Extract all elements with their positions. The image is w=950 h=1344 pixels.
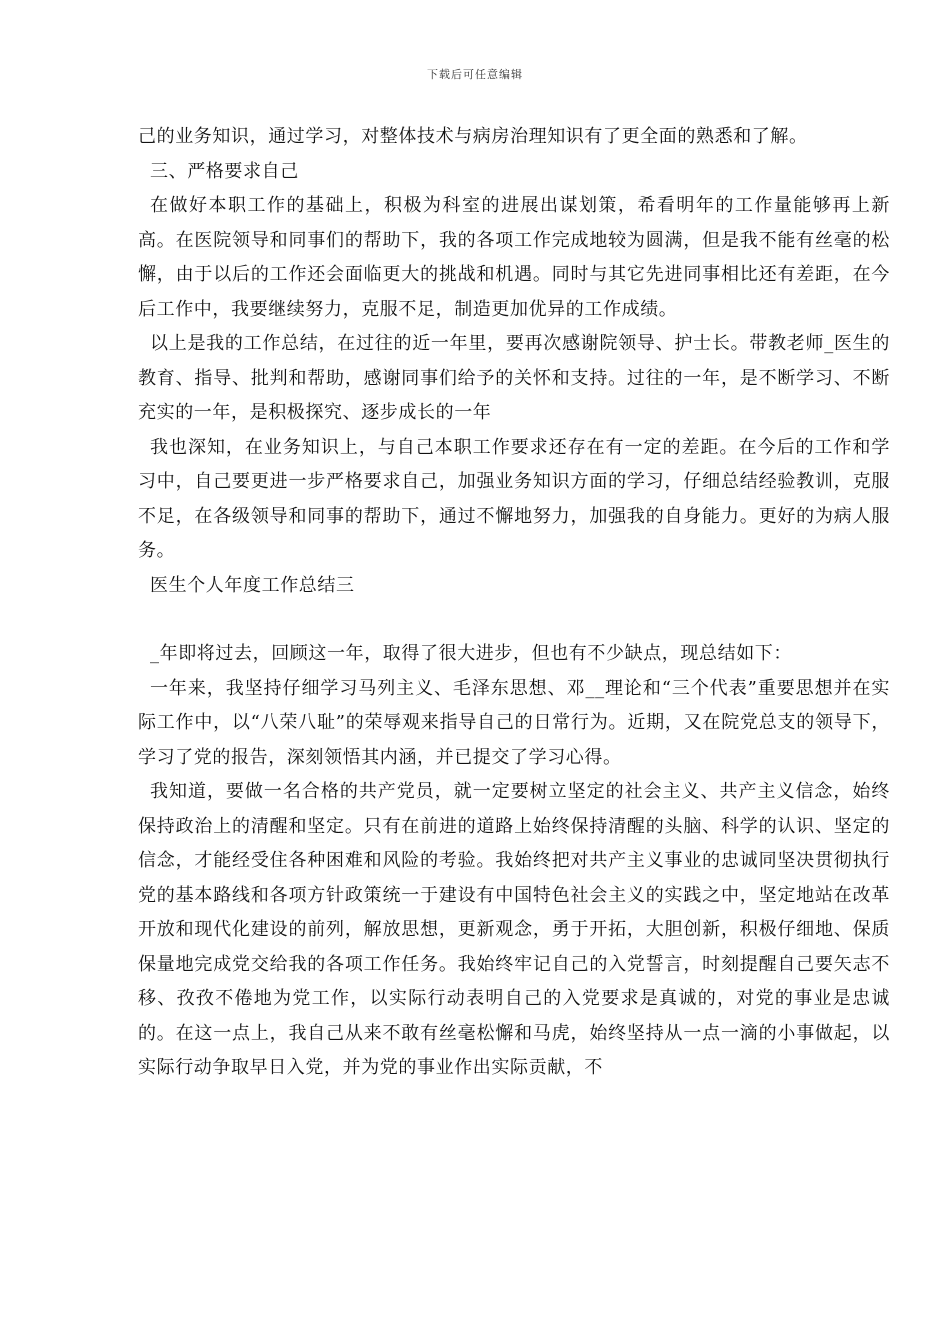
paragraph-party-member: 我知道，要做一名合格的共产党员，就一定要树立坚定的社会主义、共产主义信念，始终保持政治上的清醒和坚定。只有在前进的道路上始终保持清醒的头脑、科学的认识、坚定的信念，才能经受住各种困难和风险的考验。我始终把对共产主义事业的忠诚同坚决贯彻执行党的基本路线和各项方针政策统一于建设有中国特色社会主义的实践之中，坚定地站在改革开放和现代化建设的前列，解放思想，更新观念，勇于开拓，大胆创新，积极仔细地、保质保量地完成党交给我的各项工作任务。我始终牢记自己的入党誓言，时刻提醒自己要矢志不移、孜孜不倦地为党工作，以实际行动表明自己的入党要求是真诚的，对党的事业是忠诚的。在这一点上，我自己从来不敢有丝毫松懈和马虎，始终坚持从一点一滴的小事做起，以实际行动争取早日入党，并为党的事业作出实际贡献，不 [138, 781, 890, 1078]
section-heading-strict-requirements: 三、严格要求自己 [150, 160, 299, 182]
paragraph-self-improvement: 我也深知，在业务知识上，与自己本职工作要求还存在有一定的差距。在今后的工作和学习中，自己要更进一步严格要求自己，加强业务知识方面的学习，仔细总结经验教训，克服不足，在各级领导和同事的帮助下，通过不懈地努力，加强我的自身能力。更好的为病人服务。 [138, 436, 890, 561]
page-header: 下载后可任意编辑 [427, 68, 523, 81]
paragraph-continuation: 己的业务知识，通过学习，对整体技术与病房治理知识有了更全面的熟悉和了解。 [138, 126, 808, 147]
paragraph-thanks: 以上是我的工作总结，在过往的近一年里，要再次感谢院领导、护士长。带教老师_医生的教育、指导、批判和帮助，感谢同事们给予的关怀和支持。过往的一年，是不断学习、不断充实的一年，是积极探究、逐步成长的一年 [138, 333, 890, 423]
blank-line [138, 603, 890, 637]
paragraph-work-goals: 在做好本职工作的基础上，积极为科室的进展出谋划策，希看明年的工作量能够再上新高。在医院领导和同事们的帮助下，我的各项工作完成地较为圆满，但是我不能有丝毫的松懈，由于以后的工作还会面临更大的挑战和机遇。同时与其它先进同事相比还有差距，在今后工作中，我要继续努力，克服不足，制造更加优异的工作成绩。 [138, 195, 890, 320]
section-title-summary-three: 医生个人年度工作总结三 [150, 574, 355, 596]
paragraph-intro: _年即将过去，回顾这一年，取得了很大进步，但也有不少缺点，现总结如下： [150, 643, 792, 664]
paragraph-study: 一年来，我坚持仔细学习马列主义、毛泽东思想、邓__理论和“三个代表”重要思想并在实际工作中，以“八荣八耻”的荣辱观来指导自己的日常行为。近期，又在院党总支的领导下，学习了党的报告，深刻领悟其内涵，并已提交了学习心得。 [138, 677, 890, 768]
document-body [138, 120, 890, 1086]
